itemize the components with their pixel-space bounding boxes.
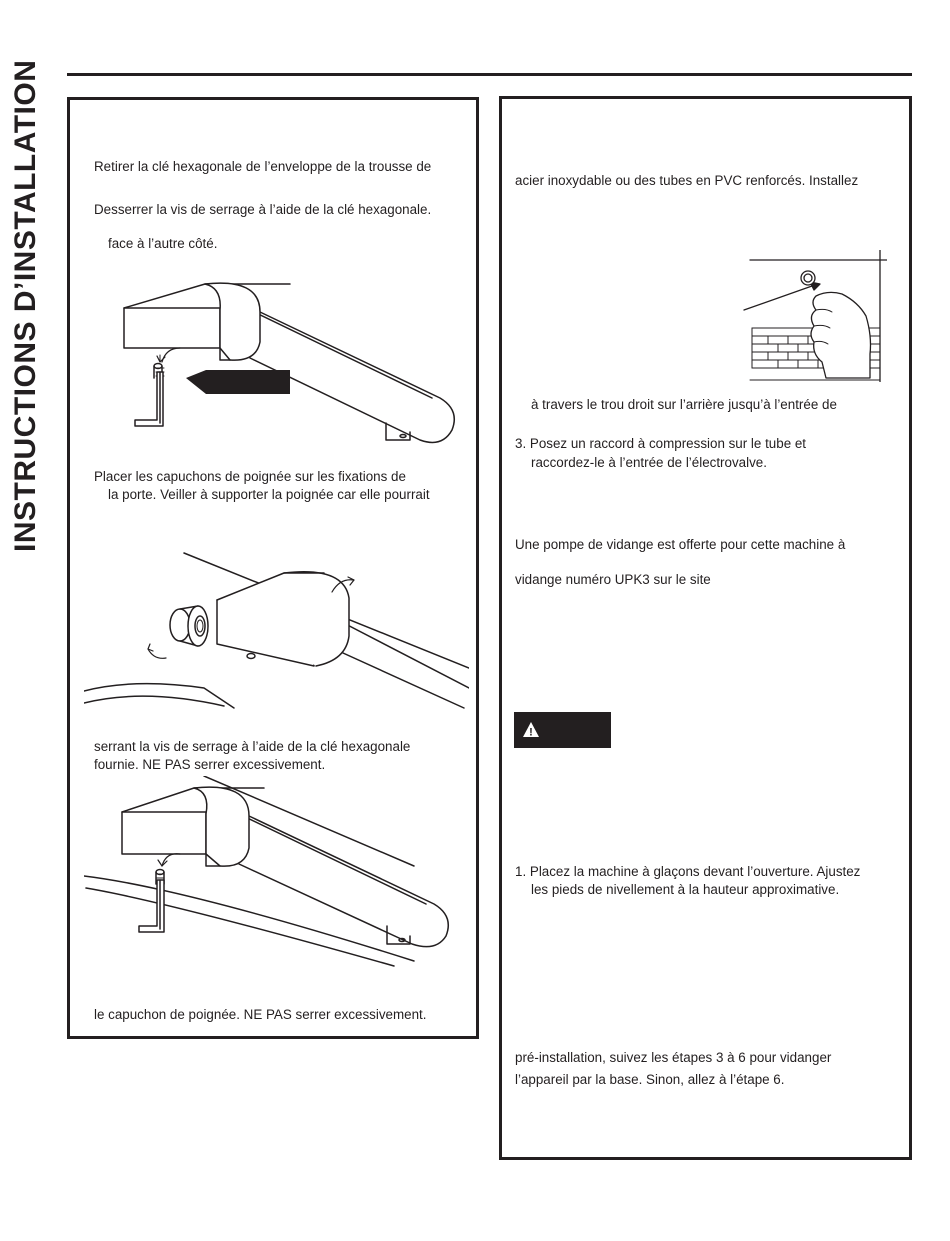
left-step-text-5a: serrant la vis de serrage à l’aide de la clé hexagonale <box>94 739 411 754</box>
right-step-text-3b: raccordez-le à l’entrée de l’électrovalve. <box>531 455 767 470</box>
left-step-text-4b: la porte. Veiller à supporter la poignée car elle pourrait <box>108 487 430 502</box>
right-step-text-2: à travers le trou droit sur l’arrière jusqu’à l’entrée de <box>531 397 837 412</box>
section-title: INSTRUCTIONS D’INSTALLATION <box>9 59 42 552</box>
right-step-text-7a: pré-installation, suivez les étapes 3 à 6 pour vidanger <box>515 1050 832 1065</box>
water-inlet-illustration <box>742 250 887 382</box>
left-step-text-4a: Placer les capuchons de poignée sur les fixations de <box>94 469 406 484</box>
left-step-text-1: Retirer la clé hexagonale de l’enveloppe de la trousse de <box>94 159 432 174</box>
left-step-text-2: Desserrer la vis de serrage à l’aide de la clé hexagonale. <box>94 202 432 217</box>
right-step-text-6b: les pieds de nivellement à la hauteur approximative. <box>531 882 840 897</box>
handle-cap-illustration <box>84 548 469 713</box>
header-rule <box>67 73 912 76</box>
handle-hex-wrench-illustration <box>110 270 470 460</box>
right-step-text-5: vidange numéro UPK3 sur le site <box>515 572 711 587</box>
right-step-text-4: Une pompe de vidange est offerte pour cette machine à <box>515 537 846 552</box>
warning-label <box>514 712 611 748</box>
right-step-text-3a: 3. Posez un raccord à compression sur le tube et <box>515 436 807 451</box>
right-step-text-7b: l’appareil par la base. Sinon, allez à l’étape 6. <box>515 1072 785 1087</box>
handle-set-screw-illustration <box>84 776 469 971</box>
right-step-text-1: acier inoxydable ou des tubes en PVC renforcés. Installez <box>515 173 859 188</box>
left-step-text-6: le capuchon de poignée. NE PAS serrer excessivement. <box>94 1007 427 1022</box>
left-step-text-3: face à l’autre côté. <box>108 236 218 251</box>
warning-symbol: ! <box>529 726 533 738</box>
warning-triangle-icon <box>522 721 540 738</box>
right-step-text-6a: 1. Placez la machine à glaçons devant l’ouverture. Ajustez <box>515 864 861 879</box>
left-step-text-5b: fournie. NE PAS serrer excessivement. <box>94 757 326 772</box>
